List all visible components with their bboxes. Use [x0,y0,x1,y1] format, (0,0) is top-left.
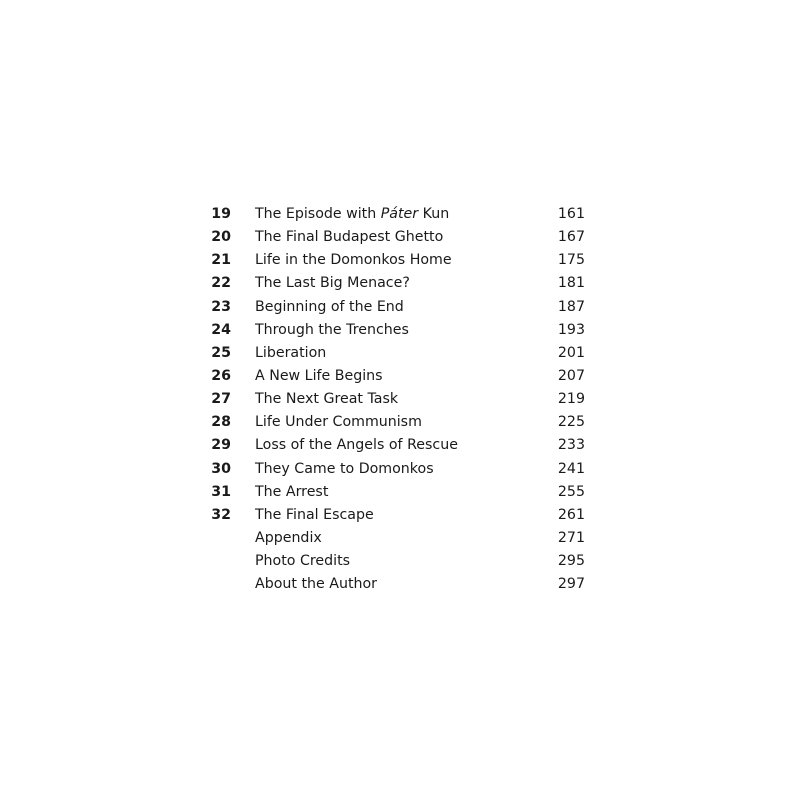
page-number: 201 [557,344,585,361]
toc-entry [205,319,595,342]
section-title: About the Author [255,576,378,593]
toc-entry [205,203,595,226]
page-number: 219 [557,391,585,408]
chapter-title: The Final Budapest Ghetto [255,229,444,246]
chapter-title: Life Under Communism [255,414,422,431]
page-number: 181 [557,275,585,292]
toc-entry [205,481,595,504]
chapter-title: Liberation [255,344,327,361]
page-number: 255 [557,483,585,500]
chapter-title: The Final Escape [255,506,374,523]
chapter-title-italic: Páter [380,206,419,222]
toc-entry [205,411,595,434]
chapter-title-text-end: Kun [418,206,450,222]
page-number: 175 [557,252,585,269]
chapter-title-text: The Episode with [255,206,381,222]
toc-entry [205,434,595,457]
chapter-title: The Last Big Menace? [255,275,410,292]
chapter-title: Through the Trenches [255,321,409,338]
chapter-number: 24 [211,321,231,338]
toc-entry [205,458,595,481]
chapter-number: 21 [211,252,231,269]
toc-entry [205,272,595,295]
toc-entry [205,342,595,365]
chapter-number: 31 [211,483,231,500]
page-number: 187 [557,298,585,315]
chapter-number: 22 [211,275,231,292]
page-number: 295 [557,553,585,570]
chapter-number: 19 [211,206,231,222]
page-number: 241 [557,460,585,477]
chapter-title: Loss of the Angels of Rescue [255,437,458,454]
section-title: Photo Credits [255,553,351,570]
chapter-number: 20 [211,229,231,246]
page-number: 193 [557,321,585,338]
page-number: 297 [557,576,585,593]
chapter-number: 29 [211,437,231,454]
page-number: 233 [557,437,585,454]
page-number: 271 [557,529,585,546]
toc-entry [205,550,595,573]
chapter-number: 32 [211,506,231,523]
toc-entry [205,527,595,550]
table-of-contents [205,203,595,596]
toc-entry [205,249,595,272]
page-number: 207 [557,367,585,384]
page-number: 225 [557,414,585,431]
toc-entry [205,388,595,411]
toc-entry [205,226,595,249]
chapter-title: The Arrest [255,483,329,500]
chapter-title: They Came to Domonkos [255,460,434,477]
chapter-number: 26 [211,367,231,384]
chapter-title: Life in the Domonkos Home [255,252,452,269]
chapter-number: 23 [211,298,231,315]
page-number: 261 [557,506,585,523]
chapter-title: A New Life Begins [255,367,383,384]
chapter-number: 30 [211,460,231,477]
toc-entry [205,296,595,319]
chapter-title: The Next Great Task [255,391,399,408]
page-number: 167 [557,229,585,246]
chapter-number: 27 [211,391,231,408]
chapter-number: 25 [211,344,231,361]
toc-entry [205,504,595,527]
chapter-number: 28 [211,414,231,431]
section-title: Appendix [255,529,322,546]
toc-entry [205,573,595,596]
toc-entry [205,365,595,388]
chapter-title: Beginning of the End [255,298,404,315]
chapter-title [255,203,449,226]
page-number: 161 [557,206,585,222]
